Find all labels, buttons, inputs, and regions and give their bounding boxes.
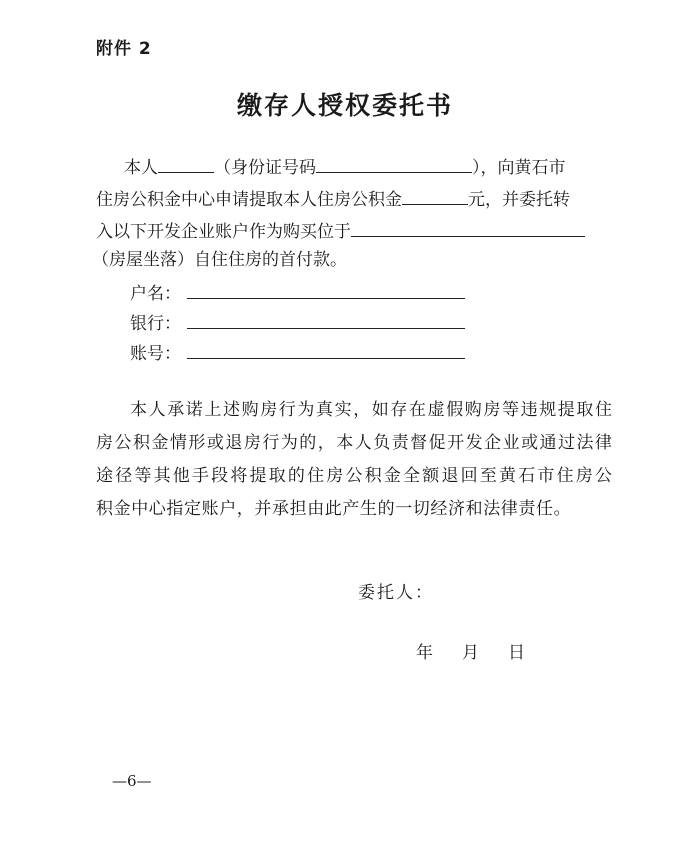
- page-title: 缴存人授权委托书: [236, 91, 453, 120]
- bank-blank[interactable]: [187, 310, 465, 329]
- account-name-label: 户名：: [130, 284, 181, 304]
- bank-label: 银行：: [130, 314, 181, 334]
- text-self: 本人: [124, 158, 158, 178]
- account-name-row: [130, 280, 465, 306]
- attachment-label: 附件 2: [96, 39, 152, 59]
- text-transfer-to: 入以下开发企业账户作为购买位于: [96, 222, 351, 242]
- text-yuan-entrust: 元，并委托转: [468, 190, 570, 210]
- date-day: 日: [508, 643, 525, 663]
- bank-row: [130, 310, 465, 336]
- commitment-line: 途径等其他手段将提取的住房公积金全额退回至黄石市住房公: [96, 466, 612, 486]
- text-house-location: （房屋坐落）自住住房的首付款。: [92, 250, 347, 270]
- paragraph-line-3: [96, 218, 585, 244]
- paragraph-line-4: [92, 248, 347, 272]
- date-year: 年: [416, 643, 433, 663]
- commitment-paragraph: [96, 394, 612, 526]
- amount-blank[interactable]: [402, 186, 468, 205]
- text-id-number: （身份证号码: [214, 158, 316, 178]
- name-blank[interactable]: [158, 154, 214, 173]
- id-number-blank[interactable]: [316, 154, 472, 173]
- text-to-huangshi: ），向黄石市: [472, 158, 566, 178]
- account-number-row: [130, 340, 465, 366]
- commitment-line: 积金中心指定账户，并承担由此产生的一切经济和法律责任。: [96, 499, 572, 519]
- paragraph-line-1: [124, 154, 566, 180]
- page-number: —6—: [112, 772, 152, 790]
- account-number-label: 账号：: [130, 344, 181, 364]
- house-location-blank[interactable]: [351, 218, 585, 237]
- account-name-blank[interactable]: [187, 280, 465, 299]
- date-month: 月: [462, 643, 479, 663]
- text-apply-withdraw: 住房公积金中心申请提取本人住房公积金: [96, 190, 402, 210]
- account-number-blank[interactable]: [187, 340, 465, 359]
- principal-signature-label: 委托人：: [358, 583, 434, 603]
- commitment-line: 本人承诺上述购房行为真实，如存在虚假购房等违规提取住: [130, 400, 612, 420]
- commitment-line: 房公积金情形或退房行为的，本人负责督促开发企业或通过法律: [96, 433, 612, 453]
- paragraph-line-2: [96, 186, 570, 212]
